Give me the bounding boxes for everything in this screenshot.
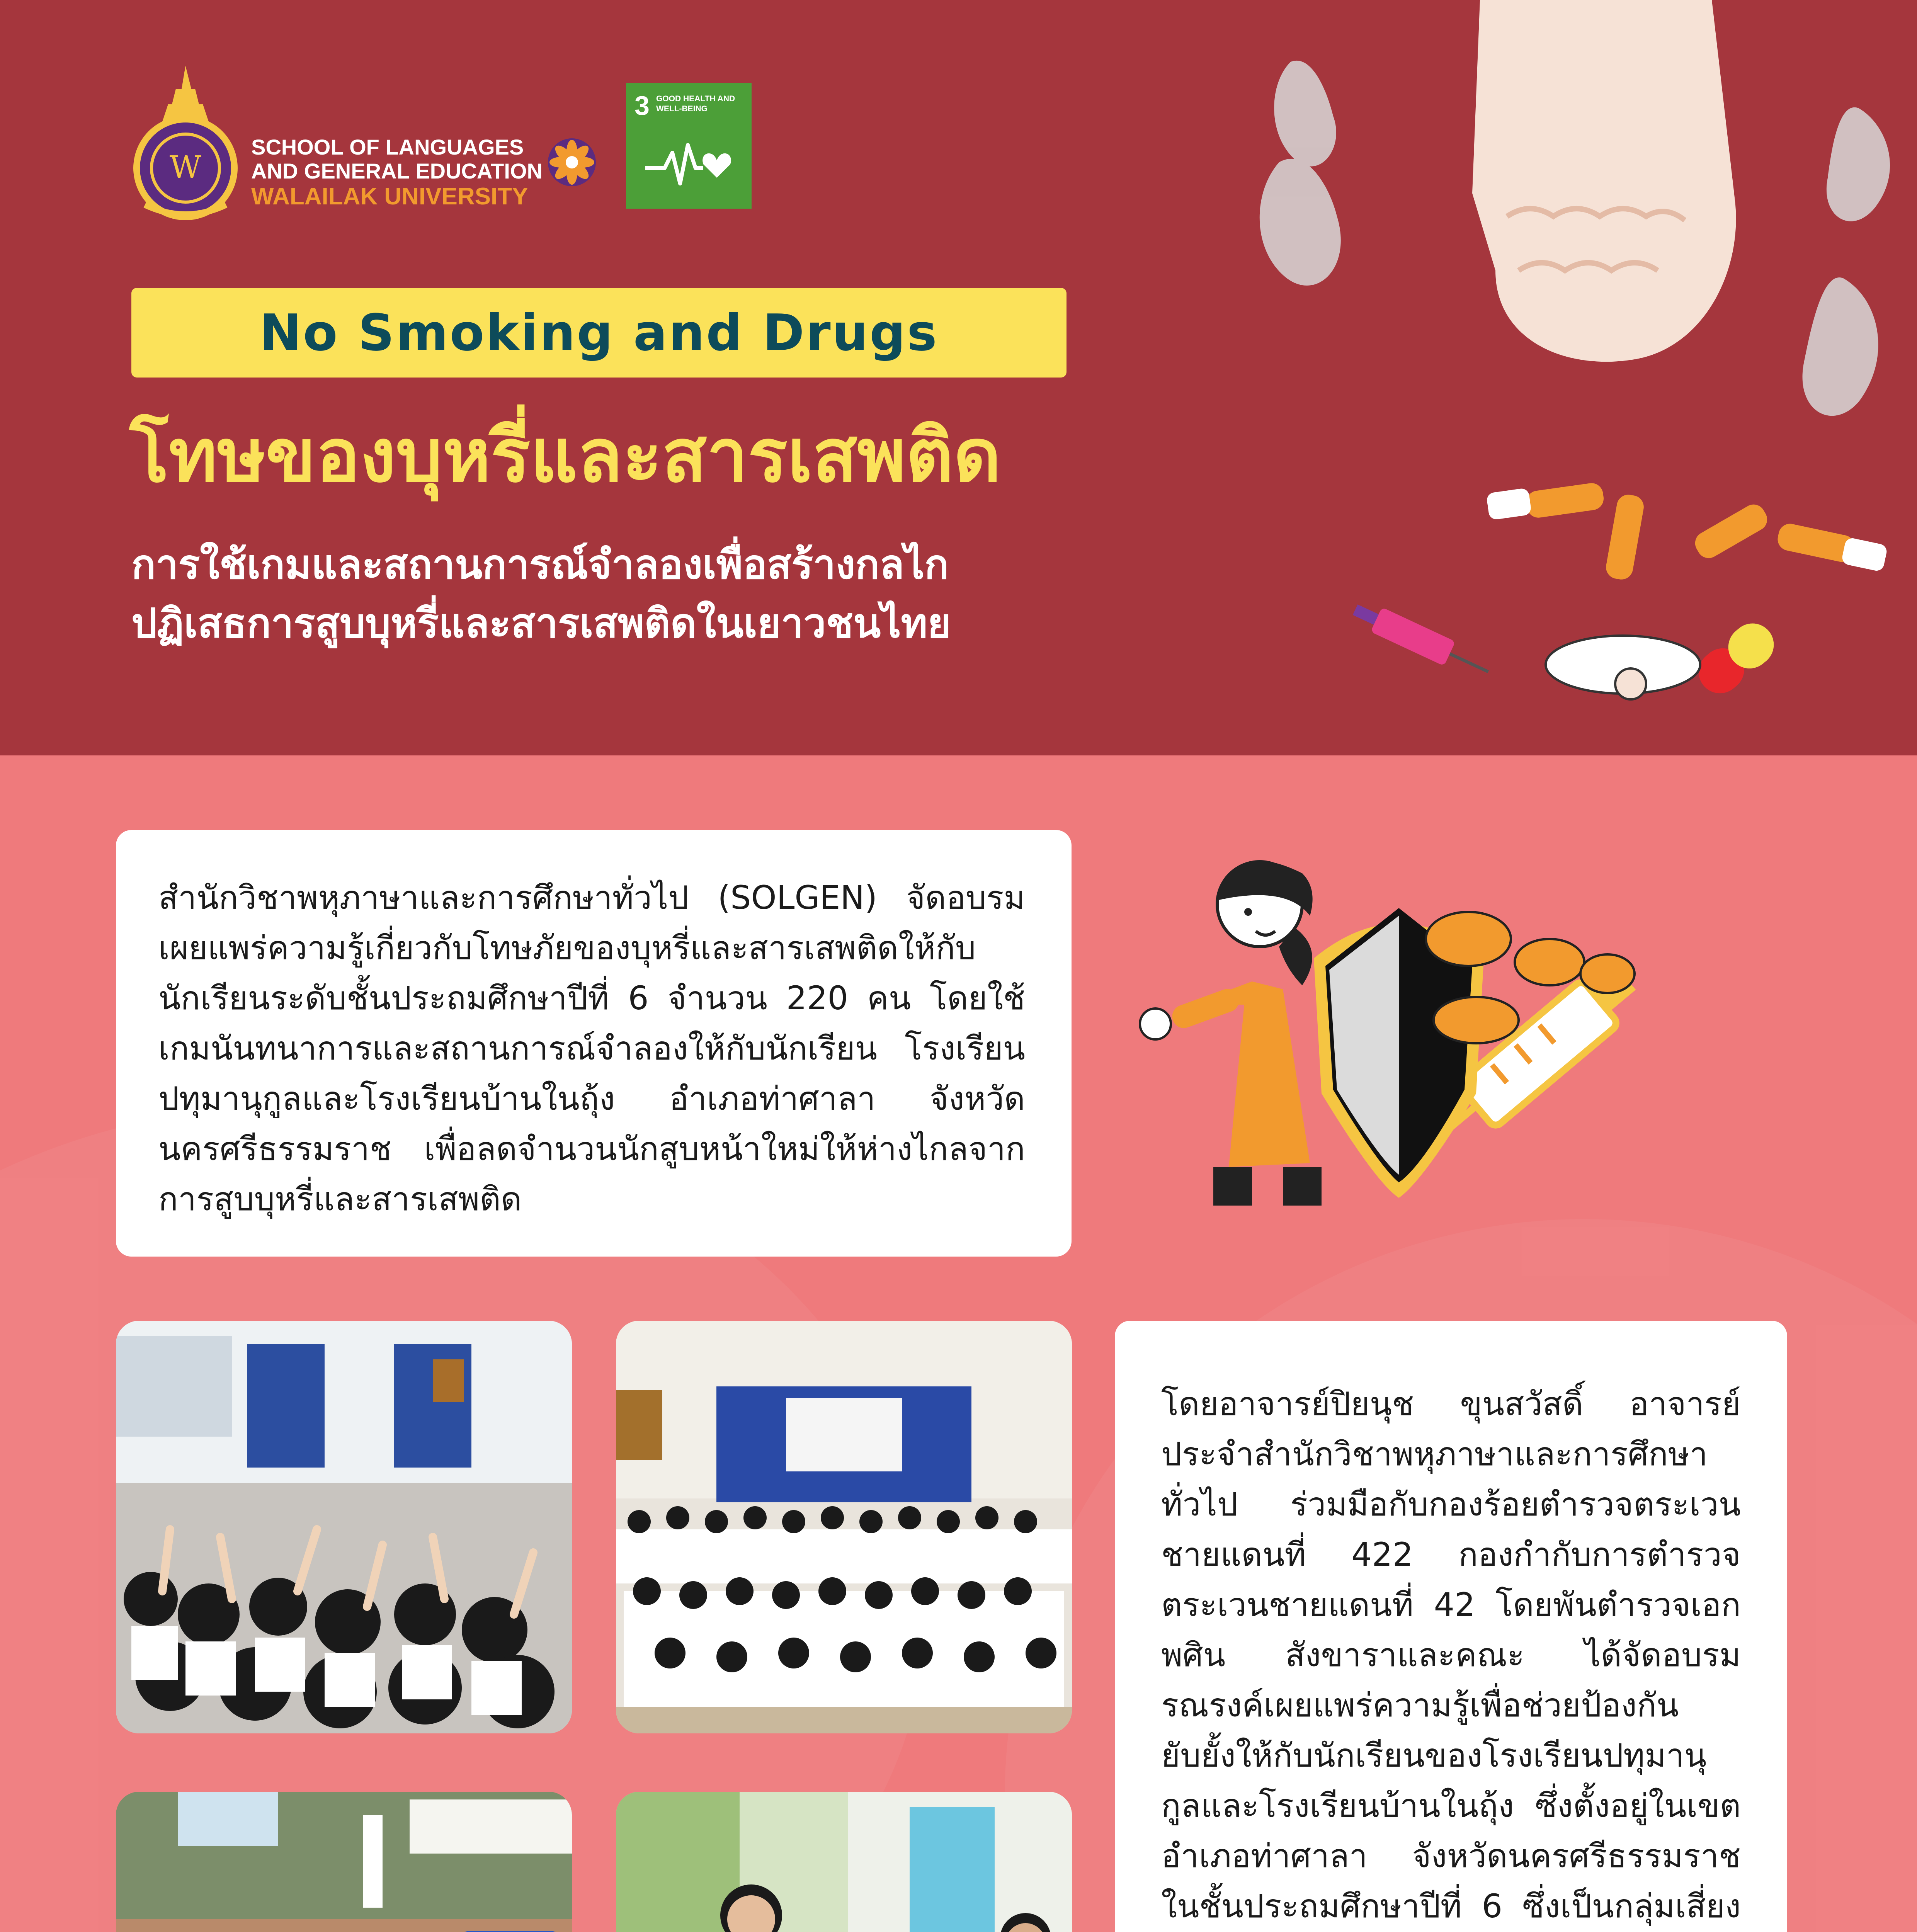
banner-text: No Smoking and Drugs xyxy=(259,303,939,362)
heartbeat-icon xyxy=(645,137,734,191)
intro-text: สำนักวิชาพหุภาษาและการศึกษาทั่วไป (SOLGEN) จัดอบรมเผยแพร่ความรู้เกี่ยวกับโทษภัยของบุหรี่และสารเสพติดให้กับนักเรียนระดับชั้นประถมศึกษาปีที่ 6 จำนวน 220 คน โดยใช้เกมนันทนาการและสถานการณ์จำลองให้กับนักเรียน โรงเรียนปทุมานุกูลและโรงเรียนบ้านในถุ้ง อำเภอท่าศาลา จังหวัดนครศรีธรรมราช เพื่อลดจำนวนนักสูบหน้าใหม่ให้ห่างไกลจากการสูบบุหรี่และสารเสพติด xyxy=(158,879,1025,1218)
sdg-number: 3 xyxy=(634,90,650,121)
topic-banner xyxy=(131,288,1067,378)
intro-card xyxy=(116,830,1072,1257)
school-line-2: AND GENERAL EDUCATION xyxy=(251,159,543,183)
girl-with-shield-illustration xyxy=(1128,842,1754,1229)
school-line-1: SCHOOL OF LANGUAGES xyxy=(251,135,524,159)
university-seal-icon xyxy=(129,66,242,220)
photo-students-raising-hands xyxy=(116,1321,572,1733)
page-title: โทษของบุหรี่และสารเสพติด xyxy=(129,413,1001,498)
details-card xyxy=(1115,1321,1787,1932)
fist-crushing-cigarettes-illustration xyxy=(1256,0,1917,755)
subtitle-line-2: ปฏิเสธการสูบบุหรี่และสารเสพติดในเยาวชนไทย xyxy=(131,600,951,647)
photo-group-seated-students xyxy=(616,1321,1072,1733)
header xyxy=(0,0,1917,755)
sdg-badge xyxy=(626,83,752,209)
photo-students-in-blue-shirts xyxy=(116,1792,572,1932)
details-text: โดยอาจารย์ปิยนุช ขุนสวัสดิ์ อาจารย์ประจำสำนักวิชาพหุภาษาและการศึกษาทั่วไป ร่วมมือกับกองร้อยตำรวจตระเวนชายแดนที่ 422 กองกำกับการตำรวจตระเวนชายแดนที่ 42 โดยพันตำรวจเอกพศิน สังขาราและคณะ ได้จัดอบรม รณรงค์เผยแพร่ความรู้เพื่อช่วยป้องกัน ยับยั้งให้กับนักเรียนของโรงเรียนปทุมานุกูลและโรงเรียนบ้านในถุ้ง ซึ่งตั้งอยู่ในเขตอำเภอท่าศาลา จังหวัดนครศรีธรรมราช ในชั้นประถมศึกษาปีที่ 6 ซึ่งเป็นกลุ่มเสี่ยง xyxy=(1161,1385,1741,1925)
subtitle-line-1: การใช้เกมและสถานการณ์จำลองเพื่อสร้างกลไก xyxy=(131,541,949,588)
sdg-label: GOOD HEALTH AND WELL-BEING xyxy=(656,94,735,113)
university-name: WALAILAK UNIVERSITY xyxy=(251,183,528,210)
page-subtitle xyxy=(131,535,1136,653)
svg-text:W: W xyxy=(169,149,202,185)
flower-emblem-icon xyxy=(547,137,597,187)
photo-teachers-group xyxy=(616,1792,1072,1932)
